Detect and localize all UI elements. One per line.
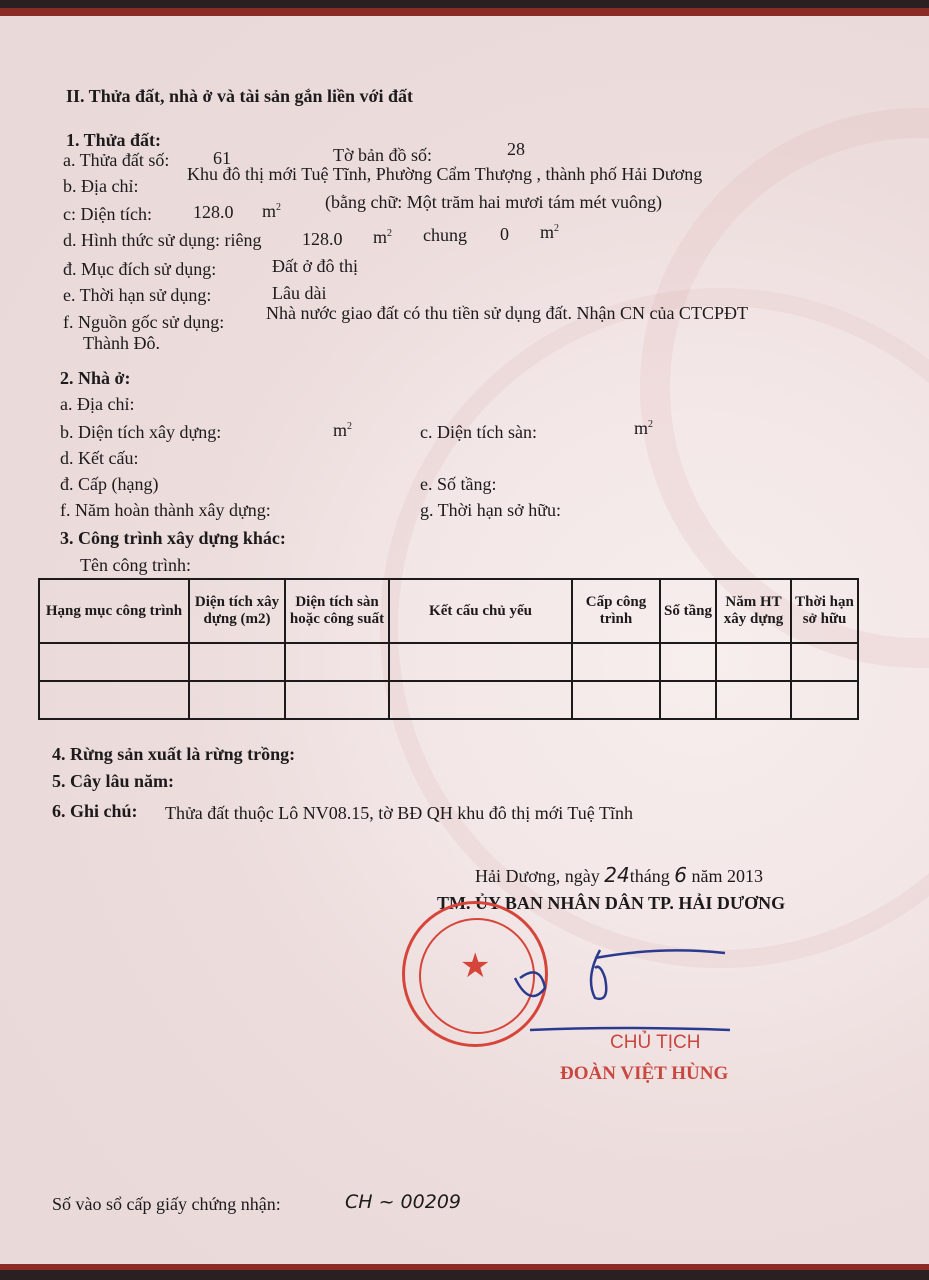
origin-label: f. Nguồn gốc sử dụng:: [63, 312, 225, 332]
signature-mark: [500, 938, 740, 1038]
term-label: e. Thời hạn sử dụng:: [63, 285, 212, 305]
column-header: Cấp công trình: [572, 579, 660, 643]
table-row: [39, 643, 858, 681]
floors-label: e. Số tầng:: [420, 474, 497, 494]
map-sheet-label: Tờ bản đồ số:: [333, 145, 433, 165]
building-area-unit: $m^2$: [333, 420, 353, 440]
note-label: 6. Ghi chú:: [52, 801, 138, 821]
column-header: Diện tích xây dựng (m2): [189, 579, 285, 643]
section-title: II. Thửa đất, nhà ở và tài sản gắn liền với đất: [66, 86, 413, 106]
column-header: Thời hạn sở hữu: [791, 579, 858, 643]
issue-date: Hải Dương, ngày 24tháng 6 năm 2013: [475, 863, 763, 887]
floor-area-unit: $m^2$: [634, 418, 654, 438]
house-address-label: a. Địa chỉ:: [60, 394, 135, 414]
map-sheet-number: 28: [507, 139, 525, 159]
area-unit: $m^2$: [262, 201, 282, 221]
area-label: c: Diện tích:: [63, 204, 152, 224]
forest-heading: 4. Rừng sản xuất là rừng trồng:: [52, 744, 296, 764]
shared-area-unit: $m^2$: [540, 222, 560, 242]
address-label: b. Địa chỉ:: [63, 176, 139, 196]
area-words: (bằng chữ: Một trăm hai mươi tám mét vuông): [325, 192, 662, 212]
grade-label: đ. Cấp (hạng): [60, 474, 159, 494]
ownership-term-label: g. Thời hạn sở hữu:: [420, 500, 561, 520]
shared-area: 0: [500, 224, 509, 244]
table-header-row: [39, 579, 858, 643]
private-area-unit: $m^2$: [373, 227, 393, 247]
column-header: Kết cấu chủ yếu: [389, 579, 572, 643]
perennial-heading: 5. Cây lâu năm:: [52, 771, 175, 791]
parcel-number: 61: [213, 148, 231, 168]
column-header: Diện tích sàn hoặc công suất: [285, 579, 389, 643]
parcel-number-label: a. Thửa đất số:: [63, 150, 170, 170]
private-area: 128.0: [302, 229, 343, 249]
signer-title: CHỦ TỊCH: [610, 1032, 701, 1053]
column-header: Hạng mục công trình: [39, 579, 189, 643]
issuing-authority: TM. ỦY BAN NHÂN DÂN TP. HẢI DƯƠNG: [437, 893, 786, 913]
house-heading: 2. Nhà ở:: [60, 368, 131, 388]
other-works-heading: 3. Công trình xây dựng khác:: [60, 528, 286, 548]
column-header: Số tầng: [660, 579, 716, 643]
registry-number: CH ~ 00209: [345, 1191, 461, 1213]
other-works-table: [38, 578, 859, 720]
completion-year-label: f. Năm hoàn thành xây dựng:: [60, 500, 271, 520]
purpose-label: đ. Mục đích sử dụng:: [63, 259, 217, 279]
floor-area-label: c. Diện tích sàn:: [420, 422, 537, 442]
building-area-label: b. Diện tích xây dựng:: [60, 422, 222, 442]
origin-value: Nhà nước giao đất có thu tiền sử dụng đất. Nhận CN của CTCPĐT: [266, 303, 748, 323]
term-value: Lâu dài: [272, 283, 327, 303]
usage-form-label: d. Hình thức sử dụng: riêng: [63, 230, 262, 250]
purpose-value: Đất ở đô thị: [272, 256, 359, 276]
shared-label: chung: [423, 225, 467, 245]
column-header: Năm HT xây dựng: [716, 579, 791, 643]
note-value: Thửa đất thuộc Lô NV08.15, tờ BĐ QH khu đô thị mới Tuệ Tĩnh: [165, 803, 633, 823]
land-heading: 1. Thửa đất:: [66, 130, 161, 150]
certificate-page: [0, 8, 929, 1270]
registry-label: Số vào sổ cấp giấy chứng nhận:: [52, 1194, 281, 1214]
address-value: Khu đô thị mới Tuệ Tĩnh, Phường Cẩm Thượng , thành phố Hải Dương: [187, 164, 703, 184]
table-row: [39, 681, 858, 719]
signer-name: ĐOÀN VIỆT HÙNG: [560, 1063, 729, 1084]
origin-value-cont: Thành Đô.: [83, 333, 160, 353]
area-value: 128.0: [193, 202, 234, 222]
work-name-label: Tên công trình:: [80, 555, 191, 575]
star-icon: ★: [460, 948, 491, 985]
structure-label: d. Kết cấu:: [60, 448, 139, 468]
